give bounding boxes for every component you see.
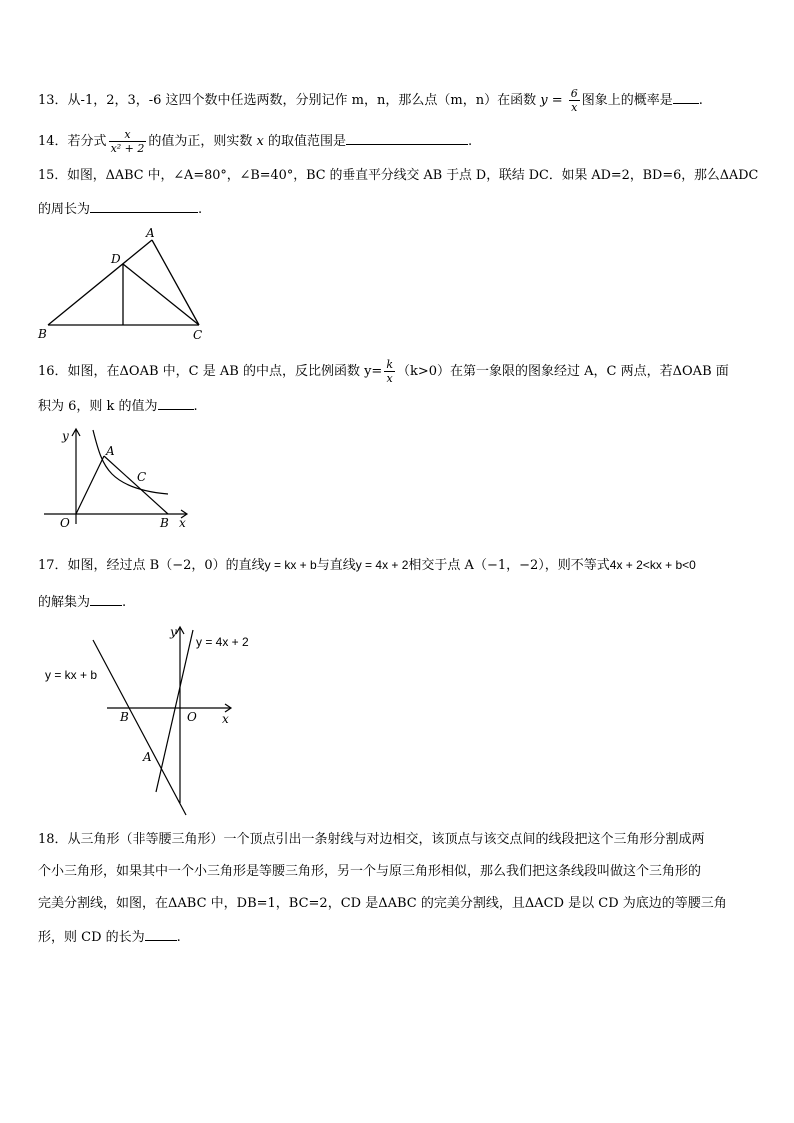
q18-line1: 从三角形（非等腰三角形）一个顶点引出一条射线与对边相交，该顶点与该交点间的线段把这个三角形分割成两 xyxy=(67,832,705,847)
question-18-line1 xyxy=(38,830,705,850)
q16-line2: 积为 6，则 k 的值为 xyxy=(38,399,158,414)
question-18-line4 xyxy=(38,926,181,948)
q14-text-b: 的值为正，则实数 xyxy=(148,134,253,149)
q14-var: x xyxy=(256,134,264,149)
q18-answer-blank[interactable] xyxy=(145,926,177,941)
q16-label-x: x xyxy=(179,516,186,530)
q14-number: 14． xyxy=(38,134,68,149)
q13-func-eq: = xyxy=(547,93,567,108)
question-15-line2 xyxy=(38,198,202,220)
q16-x-arrow xyxy=(181,510,187,518)
q13-text-b: 图象上的概率是 xyxy=(581,93,673,108)
q14-end: . xyxy=(468,134,473,149)
q16-hyperbola xyxy=(93,430,168,494)
question-18-line2 xyxy=(38,862,701,882)
question-13 xyxy=(38,87,703,114)
q16-answer-blank[interactable] xyxy=(158,395,194,410)
q17-label-x: x xyxy=(222,712,229,726)
q17-x-arrow xyxy=(225,704,231,712)
q16-end: . xyxy=(193,399,198,414)
q17-number: 17． xyxy=(38,558,68,573)
q14-frac-den: x² + 2 xyxy=(110,142,145,155)
q15-label-b: B xyxy=(38,327,47,341)
q15-segment-dc xyxy=(123,264,199,325)
q17-text-c: 相交于点 A（−1，−2），则不等式 xyxy=(408,558,610,573)
q16-label-c: C xyxy=(137,470,147,484)
q17-line-4x-2 xyxy=(156,630,193,792)
q16-label-o: O xyxy=(60,516,70,530)
q16-label-y: y xyxy=(62,429,69,443)
q15-line2: 的周长为 xyxy=(38,202,91,217)
q16-number: 16． xyxy=(38,364,68,379)
q17-eq2: y = 4x + 2 xyxy=(355,558,409,572)
q13-func-y: y xyxy=(540,93,548,108)
q16-frac-den: x xyxy=(386,372,393,385)
q13-answer-blank[interactable] xyxy=(673,89,699,104)
q17-text-b: 与直线 xyxy=(316,558,356,573)
q15-number: 15． xyxy=(38,168,68,183)
q17-label-y: y xyxy=(170,625,177,639)
q17-y-arrow xyxy=(176,627,184,634)
q17-label-eq1: y = kx + b xyxy=(45,668,98,682)
q17-answer-blank[interactable] xyxy=(90,591,122,606)
q17-label-o: O xyxy=(187,710,197,724)
question-16-line1 xyxy=(38,358,729,385)
q17-line-kx-b xyxy=(93,640,186,815)
q15-end: . xyxy=(198,202,203,217)
q13-frac-den: x xyxy=(571,101,578,114)
q16-segment-ab xyxy=(104,456,168,514)
q17-label-a: A xyxy=(143,750,152,764)
q13-end: . xyxy=(698,93,703,108)
q16-label-a: A xyxy=(106,444,115,458)
q17-line2: 的解集为 xyxy=(38,595,91,610)
q15-answer-blank[interactable] xyxy=(90,198,198,213)
q14-fraction xyxy=(109,128,147,155)
q18-line4: 形，则 CD 的长为 xyxy=(38,930,145,945)
question-16-line2 xyxy=(38,395,198,417)
q15-label-c: C xyxy=(193,328,203,342)
q14-frac-num: x xyxy=(109,128,147,142)
question-15-line1 xyxy=(38,166,758,186)
q13-number: 13． xyxy=(38,93,68,108)
q18-end: . xyxy=(176,930,181,945)
q14-text-a: 若分式 xyxy=(67,134,107,149)
q18-line3: 完美分割线，如图，在ΔABC 中，DB=1，BC=2，CD 是ΔABC 的完美分割线，且ΔACD 是以 CD 为底边的等腰三角 xyxy=(38,896,727,911)
q16-segment-oa xyxy=(76,456,104,514)
question-17-line2 xyxy=(38,591,126,613)
q17-text-a: 如图，经过点 B（−2，0）的直线 xyxy=(67,558,265,573)
q15-line1: 如图，ΔABC 中，∠A=80°，∠B=40°，BC 的垂直平分线交 AB 于点 D，联结 DC．如果 AD=2，BD=6，那么ΔADC xyxy=(67,168,759,183)
q17-label-b: B xyxy=(120,710,129,724)
q18-line2: 个小三角形，如果其中一个小三角形是等腰三角形，另一个与原三角形相似，那么我们把这条线段叫做这个三角形的 xyxy=(38,864,702,879)
question-18-line3 xyxy=(38,894,727,914)
q13-text-a: 从-1，2，3，-6 这四个数中任选两数，分别记作 m，n，那么点（m，n）在函数 xyxy=(67,93,537,108)
q15-label-d: D xyxy=(111,252,121,266)
q16-text-a: 如图，在ΔOAB 中，C 是 AB 的中点，反比例函数 y= xyxy=(67,364,383,379)
q17-end: . xyxy=(122,595,127,610)
q16-y-arrow xyxy=(72,429,80,436)
q15-side-ac xyxy=(152,240,199,325)
question-14 xyxy=(38,128,472,155)
q16-frac-num: k xyxy=(386,358,393,371)
q15-side-ba xyxy=(48,240,152,325)
q17-label-eq2: y = 4x + 2 xyxy=(196,635,249,649)
q17-eq1: y = kx + b xyxy=(264,558,317,572)
q16-label-b: B xyxy=(160,516,169,530)
q13-frac-num: 6 xyxy=(570,87,578,100)
question-17-line1 xyxy=(38,555,696,576)
q14-text-c: 的取值范围是 xyxy=(268,134,347,149)
q15-label-a: A xyxy=(146,226,155,240)
q18-number: 18． xyxy=(38,832,68,847)
q16-text-b: （k>0）在第一象限的图象经过 A，C 两点，若ΔOAB 面 xyxy=(397,364,729,379)
q14-answer-blank[interactable] xyxy=(346,130,468,145)
q13-fraction xyxy=(569,87,580,114)
q17-inequality: 4x + 2<kx + b<0 xyxy=(609,558,696,572)
q16-fraction xyxy=(384,358,395,385)
